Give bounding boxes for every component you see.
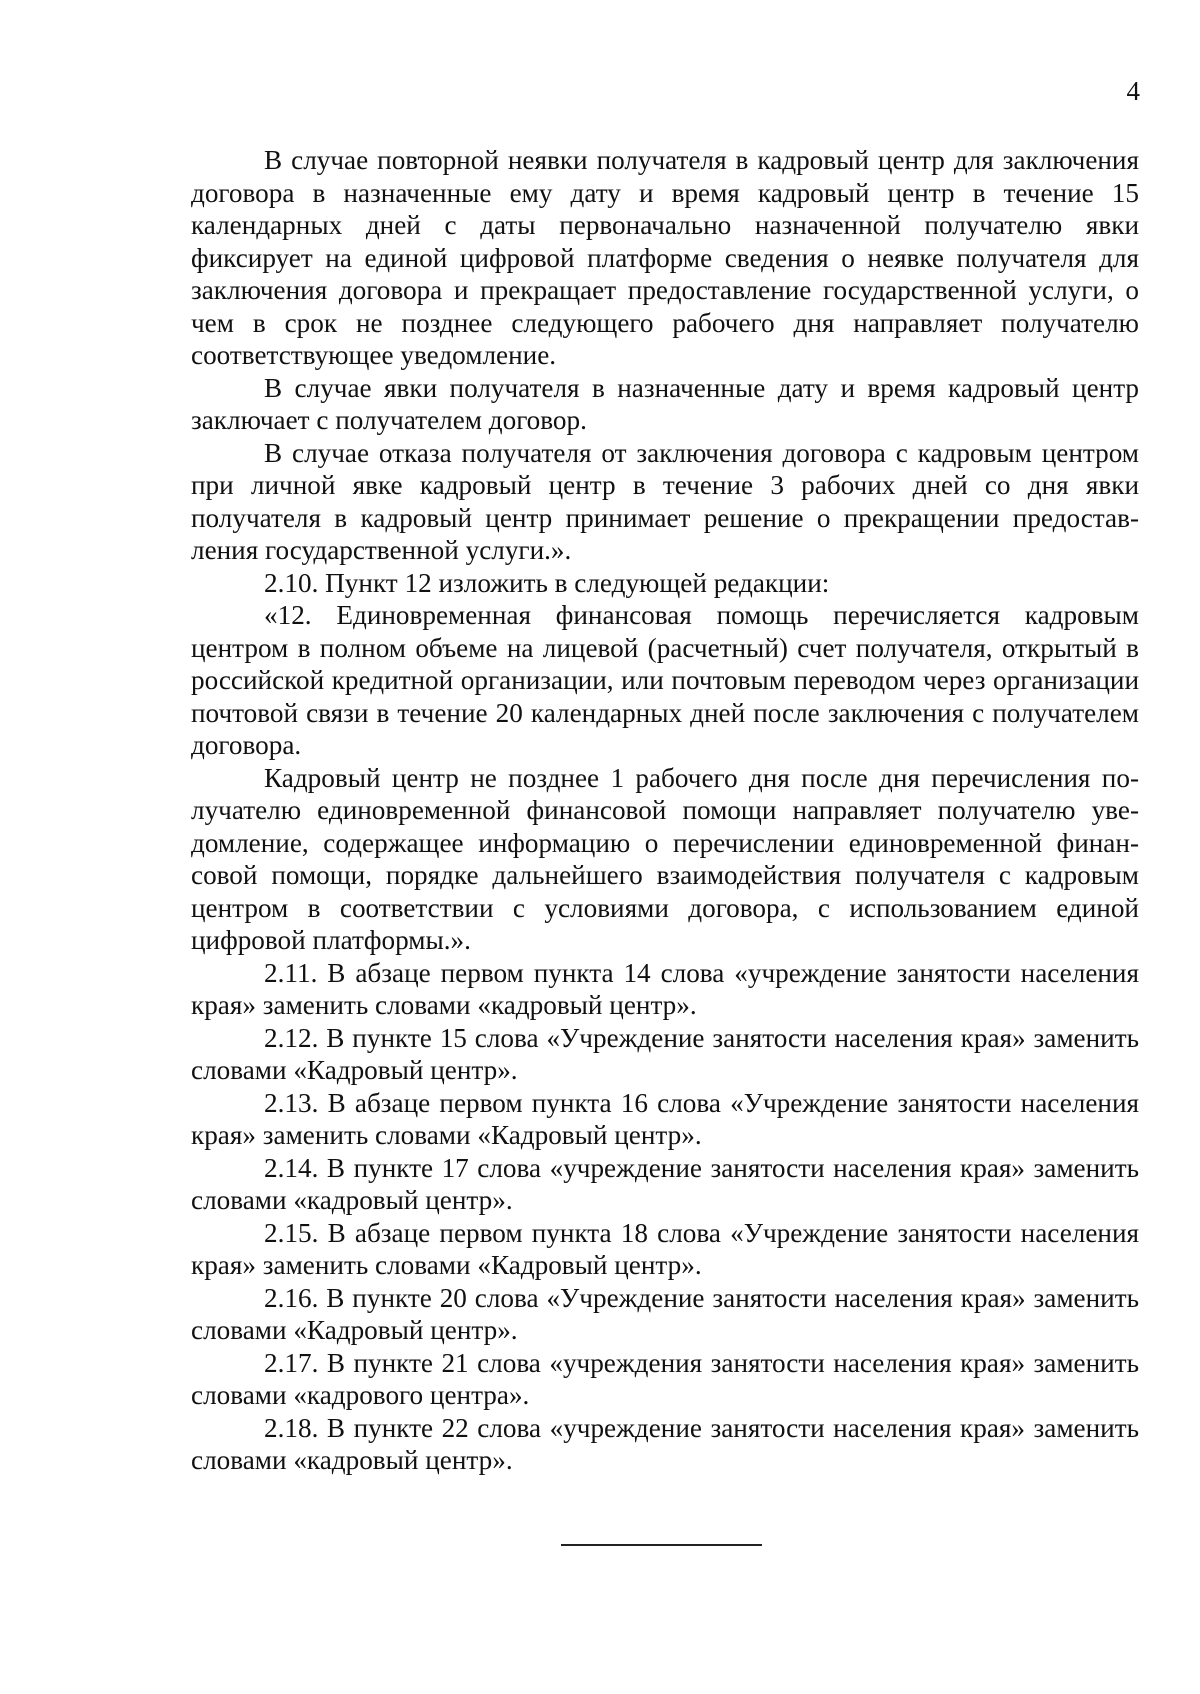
paragraph: 2.14. В пункте 17 слова «учреждение занятости населения края» заменить словами «кадровый центр». — [191, 1152, 1139, 1215]
paragraph: Кадровый центр не позднее 1 рабочего дня после дня перечисления получателю единовременной финансовой помощи направляет получателю уведомление, содержащее информацию о перечислении единовременной финансовой помощи, порядке дальнейшего взаимодействия получателя с кадровым центром в соответствии с условиями договора, с использованием единой цифровой платформы.». — [191, 762, 1139, 955]
paragraph: 2.15. В абзаце первом пункта 18 слова «Учреждение занятости населения края» заменить словами «Кадровый центр». — [191, 1217, 1139, 1280]
paragraph: 2.12. В пункте 15 слова «Учреждение занятости населения края» заменить словами «Кадровый центр». — [191, 1022, 1139, 1085]
paragraph: 2.10. Пункт 12 изложить в следующей редакции: — [264, 567, 830, 598]
paragraph: В случае явки получателя в назначенные дату и время кадровый центр заключает с получателем договор. — [191, 372, 1139, 435]
paragraph: 2.18. В пункте 22 слова «учреждение занятости населения края» заменить словами «кадровый центр». — [191, 1412, 1139, 1475]
page-number: 4 — [1126, 76, 1140, 106]
paragraph: 2.13. В абзаце первом пункта 16 слова «Учреждение занятости населения края» заменить словами «Кадровый центр». — [191, 1087, 1139, 1150]
paragraph: 2.17. В пункте 21 слова «учреждения занятости населения края» заменить словами «кадрового центра». — [191, 1347, 1139, 1410]
document-body — [191, 144, 1139, 1477]
paragraph: 2.11. В абзаце первом пункта 14 слова «учреждение занятости населения края» заменить словами «кадровый центр». — [191, 957, 1139, 1020]
end-of-document-rule — [561, 1544, 762, 1546]
paragraph: «12. Единовременная финансовая помощь перечисляется кадровым центром в полном объеме на лицевой (расчетный) счет получателя, открытый в российской кредитной организации, или почтовым переводом через организации почтовой связи в течение 20 календарных дней после заключения с получателем договора. — [191, 600, 1139, 760]
paragraph: В случае отказа получателя от заключения договора с кадровым центром при личной явке кадровый центр в течение 3 рабочих дней со дня явки получателя в кадровый центр принимает решение о прекращении предоставления государственной услуги.». — [191, 437, 1139, 565]
paragraph: В случае повторной неявки получателя в кадровый центр для заключения договора в назначенные ему дату и время кадровый центр в течение 15 календарных дней с даты первоначально назначенной получателю явки фиксирует на единой цифровой платформе сведения о неявке получателя для заключения договора и прекращает предоставление государственной услуги, о чем в срок не позднее следующего рабочего дня направляет получателю соответствующее уведомление. — [191, 145, 1139, 370]
paragraph: 2.16. В пункте 20 слова «Учреждение занятости населения края» заменить словами «Кадровый центр». — [191, 1282, 1139, 1345]
